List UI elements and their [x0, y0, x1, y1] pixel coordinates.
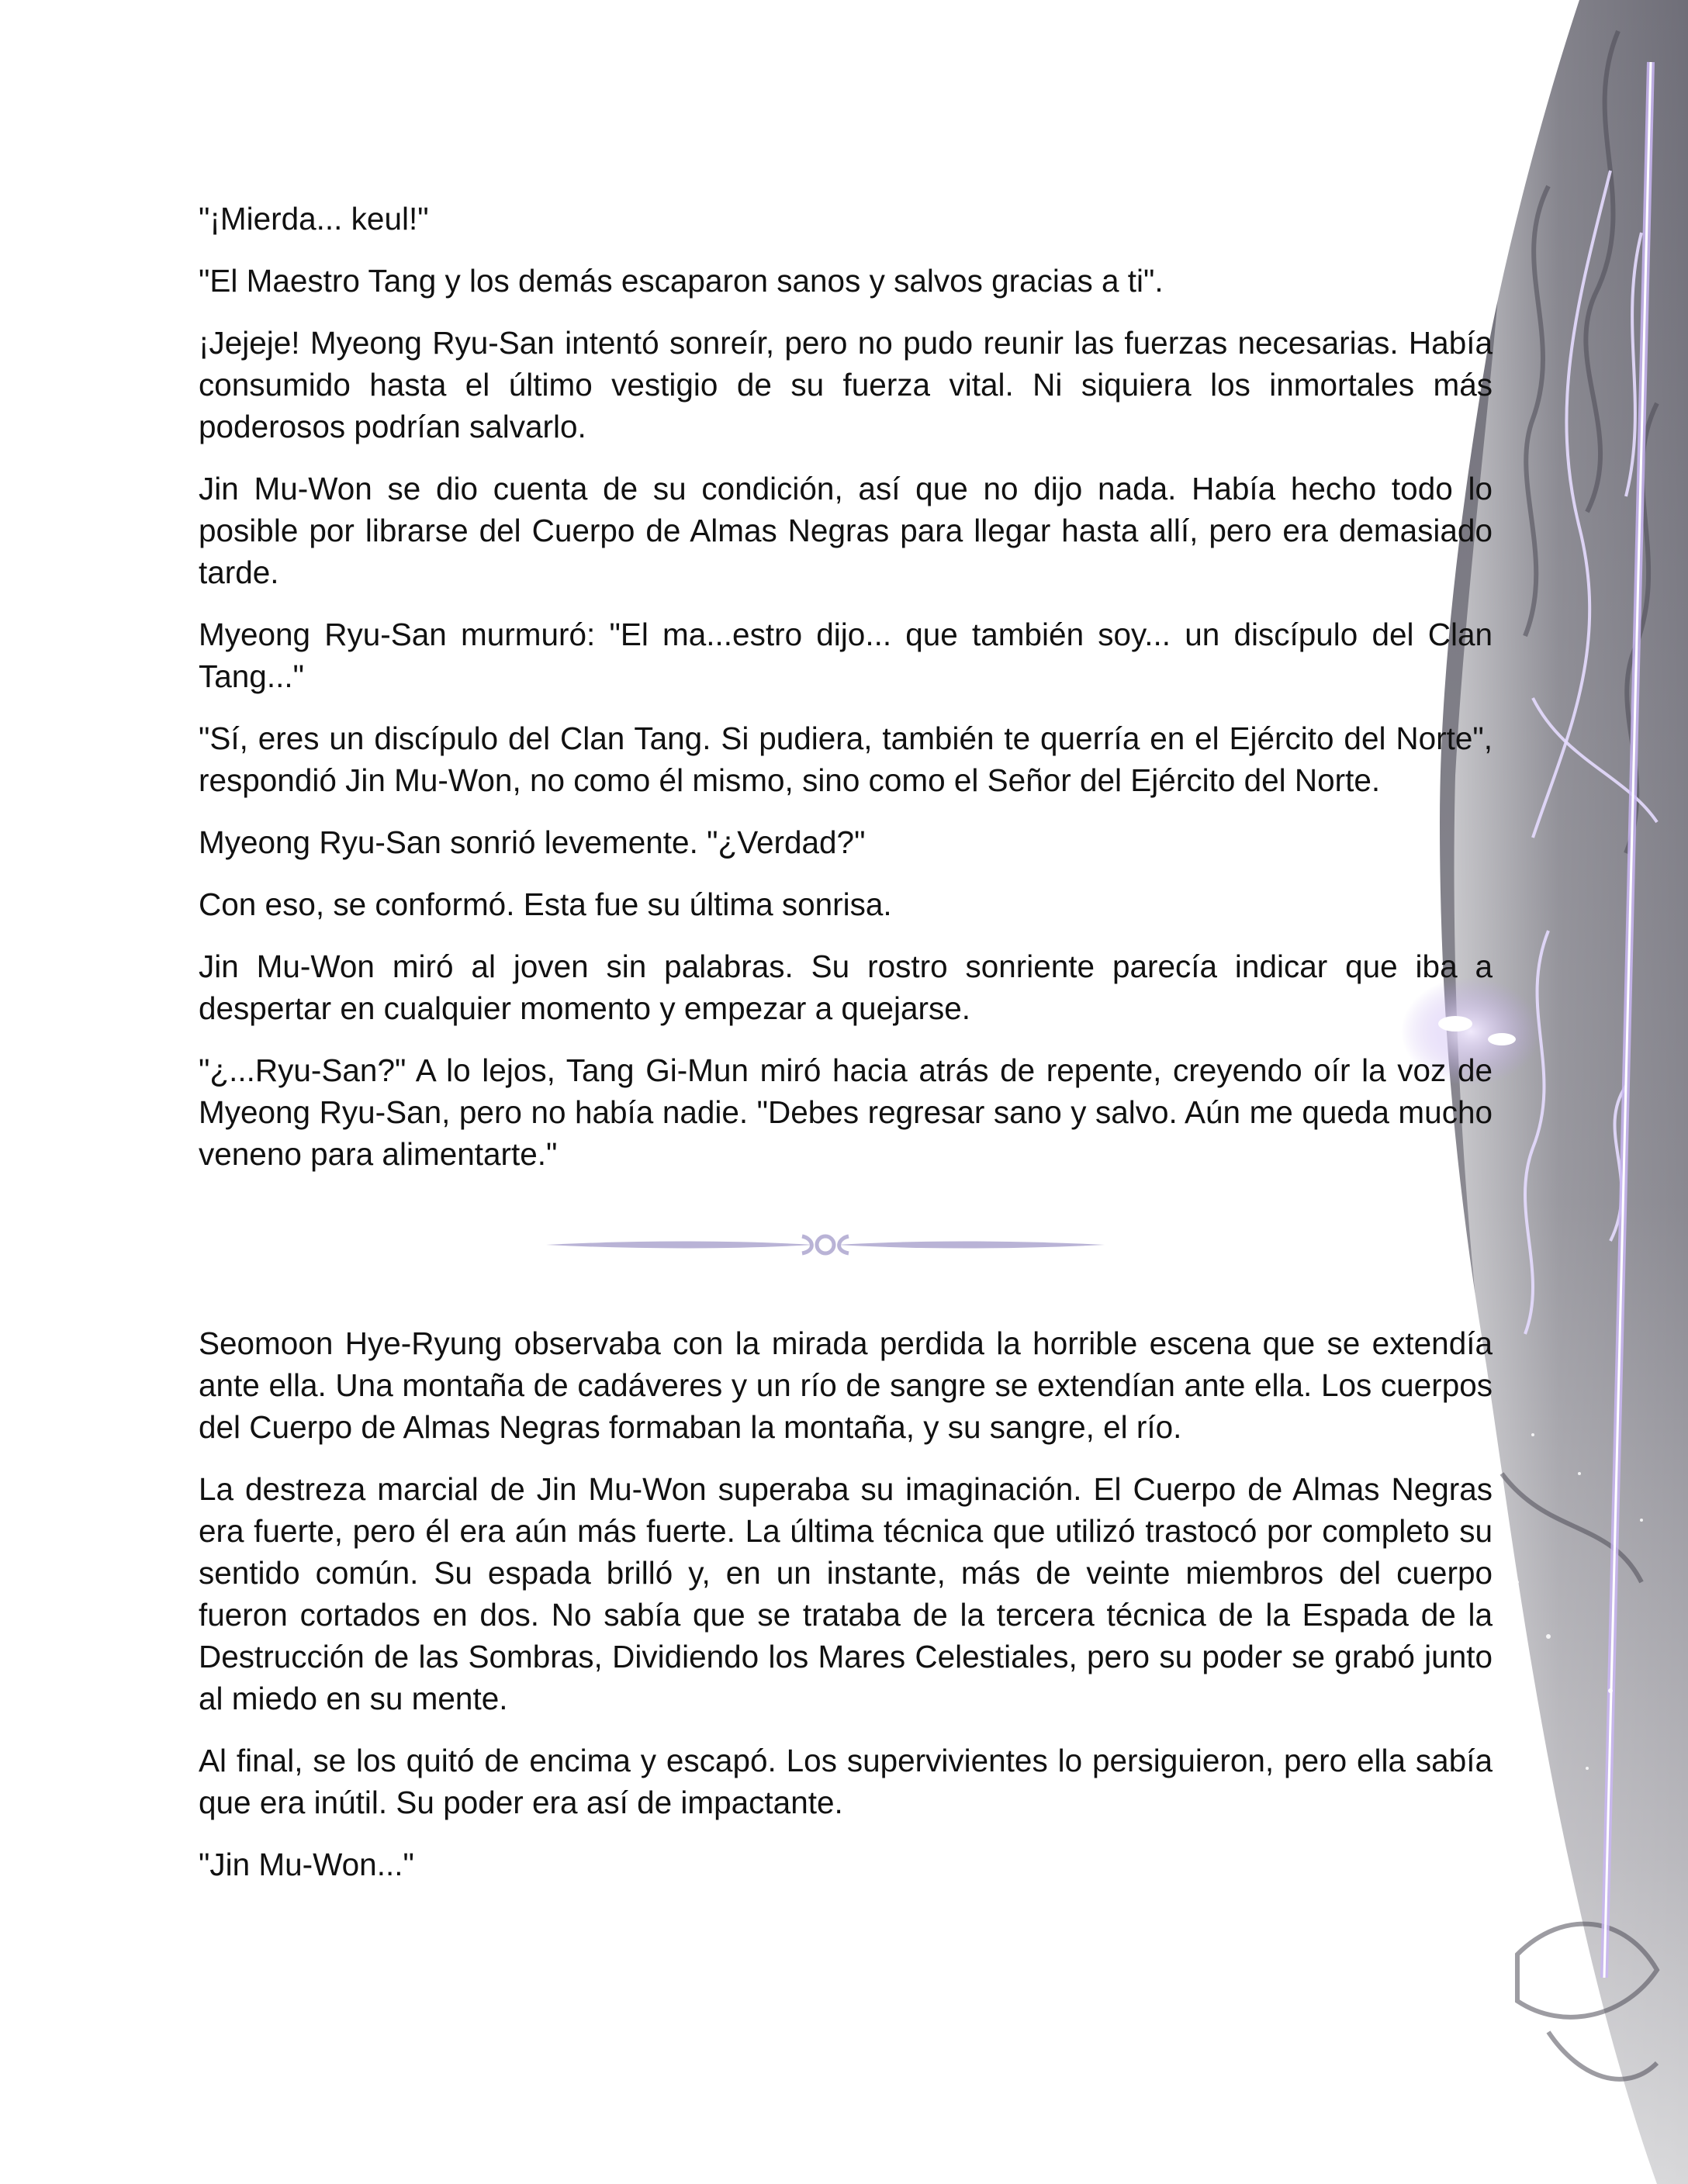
paragraph: "El Maestro Tang y los demás escaparon sanos y salvos gracias a ti". [199, 263, 1164, 299]
paragraph: Al final, se los quitó de encima y escapó. Los supervivientes lo persiguieron, pero ella sabía que era inútil. Su poder era así de impactante. [199, 1743, 1493, 1820]
paragraph: La destreza marcial de Jin Mu-Won superaba su imaginación. El Cuerpo de Almas Negras era fuerte, pero él era aún más fuerte. La última técnica que utilizó trastocó por completo su sentido común. Su espada brilló y, en un instante, más de veinte miembros del cuerpo fueron cortados en dos. No sabía que se trataba de la tercera técnica de la Espada de la Destrucción de las Sombras, Dividiendo los Mares Celestiales, pero su poder se grabó junto al miedo en su mente. [199, 1471, 1493, 1716]
paragraph: Seomoon Hye-Ryung observaba con la mirada perdida la horrible escena que se extendía ante ella. Una montaña de cadáveres y un río de sangre se extendían ante ella. Los cuerpos del Cuerpo de Almas Negras formaban la montaña, y su sangre, el río. [199, 1325, 1493, 1445]
paragraph: Jin Mu-Won se dio cuenta de su condición, así que no dijo nada. Había hecho todo lo posible por librarse del Cuerpo de Almas Negras para llegar hasta allí, pero era demasiado tarde. [199, 471, 1493, 590]
ornamental-divider-icon [546, 1229, 1105, 1260]
paragraph: "Sí, eres un discípulo del Clan Tang. Si pudiera, también te querría en el Ejército del Norte", respondió Jin Mu-Won, no como él mismo, sino como el Señor del Ejército del Norte. [199, 721, 1493, 798]
paragraph: Myeong Ryu-San murmuró: "El ma...estro dijo... que también soy... un discípulo del Clan Tang..." [199, 617, 1493, 694]
document-body [199, 198, 1493, 1906]
paragraph: "¡Mierda... keul!" [199, 201, 429, 237]
paragraph: ¡Jejeje! Myeong Ryu-San intentó sonreír, pero no pudo reunir las fuerzas necesarias. Había consumido hasta el último vestigio de su fuerza vital. Ni siquiera los inmortales más poderosos podrían salvarlo. [199, 325, 1493, 444]
paragraph: "¿...Ryu-San?" A lo lejos, Tang Gi-Mun miró hacia atrás de repente, creyendo oír la voz de Myeong Ryu-San, pero no había nadie. "Debes regresar sano y salvo. Aún me queda mucho veneno para alimentarte." [199, 1052, 1493, 1172]
paragraph: Con eso, se conformó. Esta fue su última sonrisa. [199, 886, 892, 922]
paragraph: Jin Mu-Won miró al joven sin palabras. Su rostro sonriente parecía indicar que iba a despertar en cualquier momento y empezar a quejarse. [199, 949, 1493, 1026]
paragraph: Myeong Ryu-San sonrió levemente. "¿Verdad?" [199, 824, 866, 860]
paragraph: "Jin Mu-Won..." [199, 1847, 414, 1882]
